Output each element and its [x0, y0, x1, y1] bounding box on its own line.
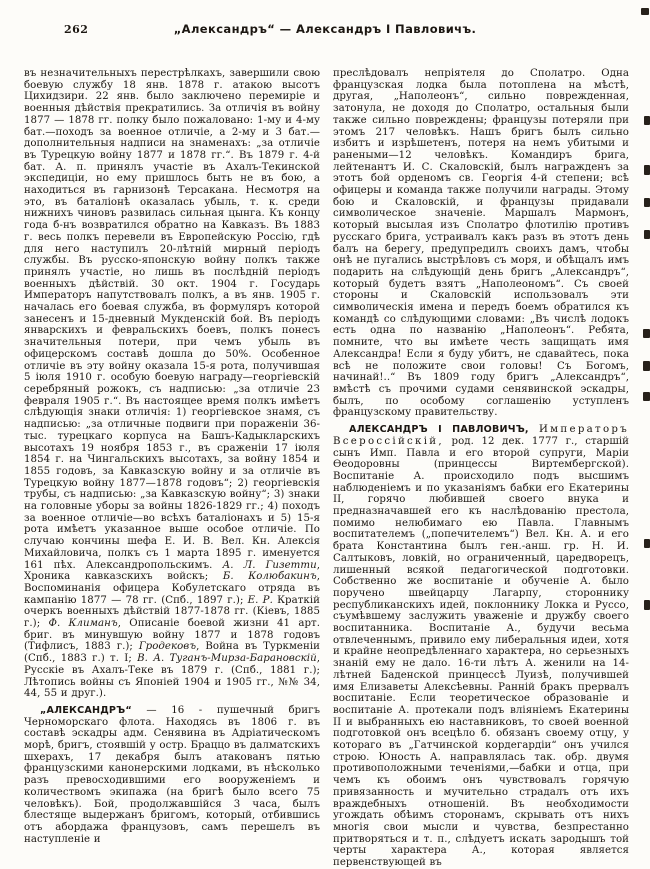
- paragraph-regiment-history: [24, 68, 320, 700]
- text-segment-italic: В. А. Туганъ-Мирза-Барановскій: [137, 653, 317, 665]
- text-segment-italic: Гродековъ: [138, 641, 197, 653]
- running-title: „Александръ“ — Александръ I Павловичъ.: [173, 22, 477, 36]
- paragraph-alexander-i-pavlovich: [333, 424, 629, 869]
- text-segment-plain: род. 12 дек. 1777 г., старшій сынъ Имп. Павла и его второй супруги, Маріи Ѳеодоровны (принцессы Виртембергской). Воспитаніе А. происходило подъ высшимъ наблюденіемъ и по указаніямъ бабки его Екатерины II, горячо любившей своего внука и предназначавшей его къ наслѣдованію престола, помимо нелюбимаго ею Павла. Главнымъ воспитателемъ („попечителемъ“) Вел. Кн. А. и его брата Константина былъ ген.-анш. гр. Н. И. Салтыковъ, ловкій, но ограниченный, царедворецъ, лишенный всякой педагогической подготовки. Собственно же воспитаніе и обученіе А. было поручено швейцарцу Лагарпу, стороннику республиканскихъ идей, поклоннику Локка и Руссо, съумѣвшему заслужить уваженіе и дружбу своего воспитанника. Воспитаніе А., будучи весьма отвлеченнымъ, привило ему либеральныя идеи, хотя и крайне неопредѣленнаго характера, но серьезныхъ знаній ему не дало. 16-ти лѣтъ А. женили на 14-лѣтней Баденской принцессѣ Луизѣ, получившей имя Елизаветы Алексѣевны. Ранній бракъ прервалъ воспитаніе. Если теоретическое образованіе и воспитаніе А. протекали подъ вліяніемъ Екатерины II и выбранныхъ ею наставниковъ, то своей военной подготовкой онъ всецѣло б. обязанъ своему отцу, у котораго въ „Гатчинской кордегардіи“ онъ учился строю. Юность А. направлялась так. обр. двумя противоположными теченіями,—бабки и отца, при чемъ къ обоимъ онъ чувствовалъ горячую привязанность и мучительно страдалъ отъ ихъ враждебныхъ отношеній. Въ необходимости угождать обѣимъ сторонамъ, скрывать отъ нихъ многія свои мысли и чувства, безпрестанно притворяться и т. п., слѣдуетъ искать зародышъ той черты характера А., которая является первенствующей въ: [333, 435, 629, 869]
- text-segment-plain: въ незначительныхъ перестрѣлкахъ, завершили свою боевую службу 18 янв. 1878 г. атакою высотъ Цихидзири. 22 янв. было заключено перемиріе и военныя дѣйствія прекратились. За отличія въ войну 1877 — 1878 гг. полку было пожаловано: 1-му и 4-му бат.—походъ за военное отличіе, а 2-му и 3 бат.—дополнительныя надписи на знаменахъ: „за отличіе въ Турецкую войну 1877 и 1878 гг.“. Въ 1879 г. 4-й бат. А. п. принялъ участіе въ Ахалъ-Текинской экспедиціи, но ему пришлось быть не въ бою, а находиться въ гарнизонѣ Терсакана. Несмотря на это, въ баталіонѣ оказалась убыль, т. к. среди нижнихъ чиновъ развилась сильная цынга. Къ концу года б-нъ возвратился обратно на Кавказъ. Въ 1883 г. весь полкъ перевели въ Европейскую Россію, гдѣ для него наступилъ 20-лѣтній мирный періодъ службы. Въ русско-японскую войну полкъ также принялъ участіе, но лишь въ послѣдній періодъ военныхъ дѣйствій. 30 окт. 1904 г. Государь Императоръ напутствовалъ полкъ, а въ янв. 1905 г. началась его боевая служба, въ формуляръ которой занесенъ и 15-дневный Мукденскій бой. Въ періодъ январскихъ и февральскихъ боевъ, полкъ понесъ значительныя потери, при чемъ убыль въ офицерскомъ составѣ дошла до 50%. Особенное отличіе въ эту войну оказала 15-я рота, получившая 5 іюля 1910 г. особую боевую награду—георгіевскій серебряный рожокъ, съ надписью: „за отличіе 23 февраля 1905 г.“. Въ настоящее время полкъ имѣетъ слѣдующія знаки отличія: 1) георгіевское знамя, съ надписью: „за отличные подвиги при пораженіи 36-тыс. турецкаго корпуса на Башъ-Кадыкларскихъ высотахъ 19 ноября 1853 г., въ сраженіи 17 іюля 1854 г. на Чингальскихъ высотахъ, за войну 1854 и 1855 годовъ, за Кавказскую войну и за отличіе въ Турецкую войну 1877—1878 годовъ“; 2) георгіевскія трубы, съ надписью: „за Кавказскую войну“; 3) знаки на головные уборы за войны 1826-1829 гг.; 4) походъ за военное отличіе—во всѣхъ баталіонахъ и 5) 15-я рота имѣетъ указанное выше особое отличіе. По случаю кончины шефа Е. И. В. Вел. Кн. Алексія Михайловича, полкъ съ 1 марта 1895 г. именуется 161 пѣх. Александропольскимъ.: [24, 68, 320, 571]
- right-column: [333, 68, 629, 869]
- text-segment-plain: , Воспоминанія офицера Кобулетскаго отряда въ кампанію 1877 — 78 гг. (Спб., 1897 г.);: [24, 571, 320, 606]
- scan-artifact-mark: [643, 329, 650, 338]
- text-segment-headword: „АЛЕКСАНДРЪ“: [40, 704, 132, 716]
- scan-artifact-mark: [644, 198, 650, 207]
- page-number: 262: [64, 23, 89, 36]
- text-segment-plain: , Описаніе боевой жизни 41 арт. бриг. въ минувшую войну 1877 и 1878 годовъ (Тифлисъ, 1883 г.);: [24, 618, 321, 653]
- scan-artifact-mark: [643, 392, 650, 401]
- text-segment-plain: , Русскіе въ Ахалъ-Теке въ 1879 г. (Спб., 1881 г.); Лѣтопись войны съ Японіей 1904 и 1905 гг., №№ 34, 44, 55 и друг.).: [24, 653, 320, 700]
- text-segment-plain: — 16 - пушечный бригъ Черноморскаго флота. Находясь въ 1806 г. въ составѣ эскадры адм. Сенявина въ Адріатическомъ морѣ, бригъ, стоявшій у остр. Браццо въ далматскихъ шхерахъ, 17 декабря былъ атакованъ пятью французскими канонерскими лодками, въ нѣсколько разъ превосходившими его вооруженіемъ и количествомъ экипажа (на бригѣ было всего 75 человѣкъ). Бой, продолжавшійся 3 часа, былъ блестяще выдержанъ бригомъ, который, отбившись отъ абордажа французовъ, самъ перешелъ въ наступленіе и: [24, 704, 320, 845]
- text-segment-spaced: Императоръ Всероссійскій,: [333, 424, 629, 447]
- scan-artifact-mark: [644, 116, 650, 125]
- left-column: [24, 68, 320, 869]
- scan-artifact-mark: [644, 230, 650, 239]
- text-columns: [24, 68, 628, 869]
- scan-artifact-mark: [644, 165, 650, 175]
- running-head: [0, 0, 650, 62]
- text-segment-italic: Б. Колюбакинъ: [222, 571, 317, 583]
- scan-artifact-mark: [644, 600, 650, 610]
- text-segment-italic: А. Л. Гизетти: [222, 559, 317, 571]
- scan-artifact-mark: [641, 8, 649, 15]
- scan-artifact-mark: [643, 361, 650, 371]
- text-segment-plain: , Война въ Туркменіи (Спб., 1883 г.) т. I;: [24, 641, 320, 665]
- text-segment-italic: Е. Р.: [247, 594, 273, 606]
- text-segment-plain: , Хроника кавказскихъ войскъ;: [24, 559, 320, 583]
- text-segment-headword: АЛЕКСАНДРЪ I ПАВЛОВИЧЪ,: [349, 424, 539, 436]
- text-segment-italic: Ф. Климанъ: [48, 618, 118, 630]
- text-segment-plain: преслѣдовалъ непріятеля до Сполатро. Одна французская лодка была потоплена на мѣстѣ, другая, „Наполеонъ“, сильно поврежденная, затонула, не доходя до Сполатро, остальныя были также сильно повреждены; французы потеряли при этомъ 217 человѣкъ. Нашъ бригъ былъ сильно избитъ и изрѣшетенъ, потеря на немъ убитыми и ранеными—12 человѣкъ. Командиръ брига, лейтенантъ И. С. Скаловскій, былъ награжденъ за этотъ бой орденомъ св. Георгія 4-й степени; всѣ офицеры и команда также получили награды. Этому бою и Скаловскій, и французы придавали символическое значеніе. Маршалъ Мармонъ, который высылая изъ Сполатро флотилію противъ русскаго брига, устраивалъ какъ разъ въ этотъ день балъ на берегу, предупредилъ своихъ дамъ, чтобы онѣ не пугались выстрѣловъ съ моря, и обѣщалъ имъ подарить на слѣдующій день бригъ „Александръ“, который будетъ взятъ „Наполеономъ“. Съ своей стороны и Скаловскій использовалъ эти символическія имена и передъ боемъ обратился къ командѣ со слѣдующими словами: „Въ числѣ лодокъ есть одна по названію „Наполеонъ“. Ребята, помните, что вы имѣете честь защищать имя Александра! Если я буду убитъ, не сдавайтесь, пока всѣ не положите свои головы! Съ Богомъ, начинай!..“ Въ 1809 году бригъ „Александръ“, вмѣстѣ съ прочими судами сенявинской эскадры, былъ, по особому соглашенію уступленъ французскому правительству.: [333, 68, 629, 419]
- scan-artifact-mark: [644, 539, 650, 548]
- paragraph-brig-alexander: [24, 705, 320, 845]
- paragraph-brig-alexander-continuation: [333, 68, 629, 419]
- text-segment-plain: Краткій очеркъ военныхъ дѣйствій 1877-1878 гг. (Кіевъ, 1885 г.);: [24, 594, 320, 630]
